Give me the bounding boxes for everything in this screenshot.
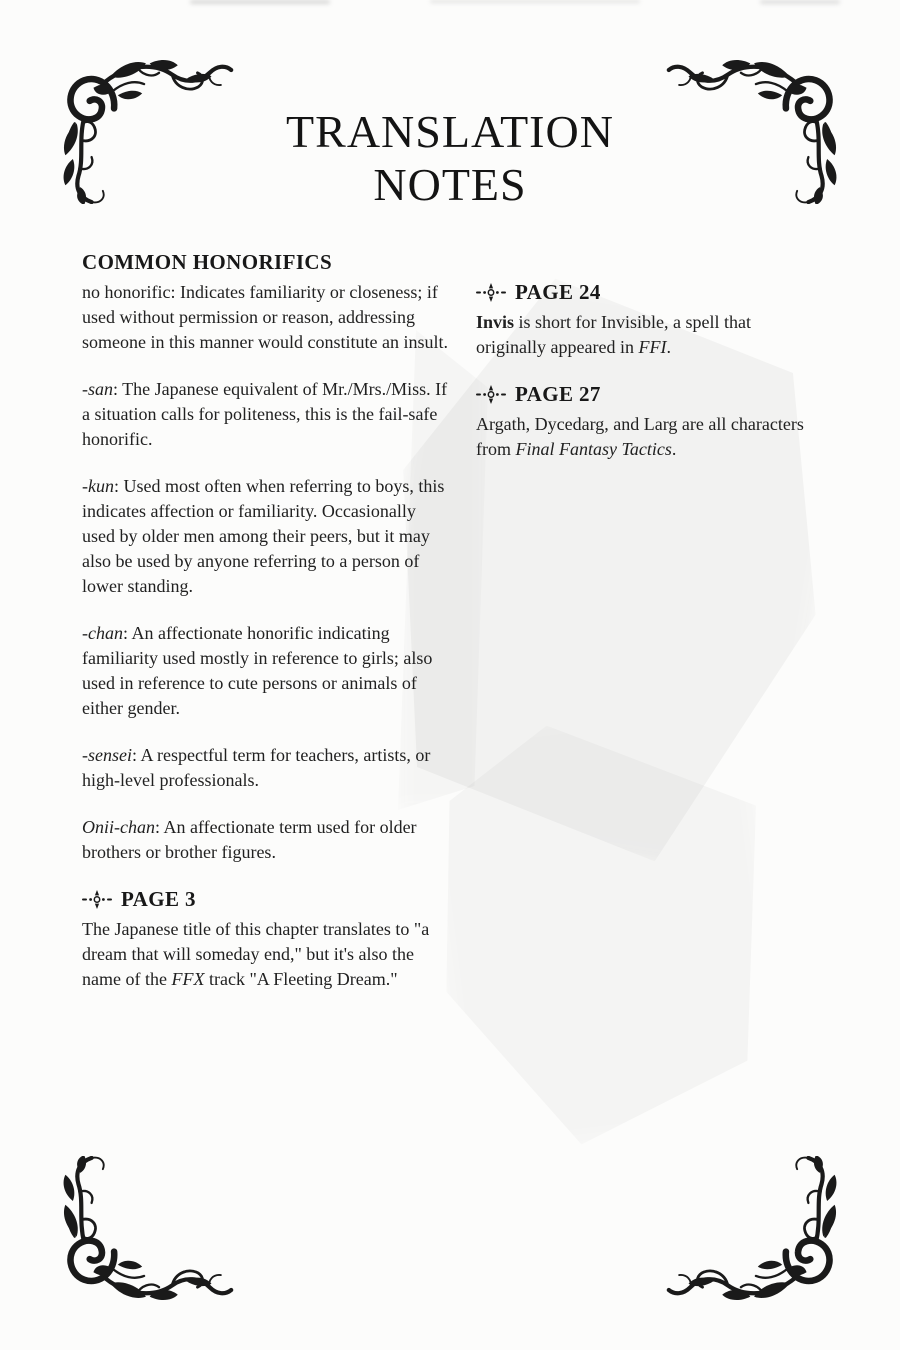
note-text: The Japanese title of this chapter translates to "a dream that will someday end," but it's also the name of the — [82, 919, 430, 989]
note-kun — [82, 474, 450, 599]
note-text: : A respectful term for teachers, artists, or high-level professionals. — [82, 745, 431, 790]
honorific-term: -san — [82, 379, 113, 399]
note-oniichan — [82, 815, 450, 865]
fleuron-icon — [476, 385, 506, 404]
note-text: no honorific: Indicates familiarity or closeness; if used without permission or reason, addressing someone in this manner would constitute an insult. — [82, 282, 448, 352]
honorific-term: -kun — [82, 476, 114, 496]
note-san — [82, 377, 450, 452]
note-text: is short for Invisible, a spell that originally appeared in — [476, 312, 751, 357]
honorific-term: -chan — [82, 623, 123, 643]
page-24-heading — [476, 280, 822, 305]
note-text: : An affectionate term used for older brothers or brother figures. — [82, 817, 417, 862]
fleuron-icon — [476, 283, 506, 302]
corner-flourish-icon — [56, 1156, 234, 1306]
scan-artifact — [760, 0, 840, 4]
game-title: Final Fantasy Tactics — [515, 439, 672, 459]
note-text: : Used most often when referring to boys, this indicates affection or familiarity. Occasionally used by older men among their peers, but it may also be used by anyone referring to a person of lower standing. — [82, 476, 445, 596]
page-3-heading — [82, 887, 450, 912]
page-heading-label: PAGE 24 — [515, 280, 601, 304]
note-text: . — [666, 337, 671, 357]
page-title-line1: TRANSLATION — [286, 105, 614, 157]
notes-content — [82, 250, 822, 992]
corner-flourish-icon — [666, 1156, 844, 1306]
honorifics-heading: COMMON HONORIFICS — [82, 250, 333, 274]
note-text: : An affectionate honorific indicating familiarity used mostly in reference to girls; also used in reference to cute persons or animals of either gender. — [82, 623, 433, 718]
scan-artifact — [190, 0, 330, 4]
page-27-heading — [476, 382, 822, 407]
scan-artifact — [430, 0, 640, 3]
note-text: . — [671, 439, 677, 459]
left-column — [82, 250, 450, 992]
fleuron-icon — [82, 890, 112, 909]
note-text: track "A Fleeting Dream." — [204, 969, 398, 989]
honorific-term: -sensei — [82, 745, 132, 765]
note-page-27 — [476, 412, 822, 462]
note-page-24 — [476, 310, 822, 360]
page-heading-label: PAGE 3 — [121, 887, 196, 911]
page-title-line2: NOTES — [373, 158, 527, 210]
honorific-term: Onii-chan — [82, 817, 155, 837]
note-text: Argath, Dycedarg, and Larg are all characters from — [476, 414, 804, 459]
spell-name: Invis — [476, 312, 515, 332]
note-chan — [82, 621, 450, 721]
note-page-3 — [82, 917, 450, 992]
page-heading-label: PAGE 27 — [515, 382, 601, 406]
game-title: FFI — [638, 337, 667, 357]
note-no-honorific — [82, 280, 450, 355]
note-text: : The Japanese equivalent of Mr./Mrs./Miss. If a situation calls for politeness, this is the fail-safe honorific. — [82, 379, 448, 449]
note-sensei — [82, 743, 450, 793]
right-column — [476, 250, 822, 992]
game-title: FFX — [171, 969, 205, 989]
page-title — [0, 105, 900, 211]
